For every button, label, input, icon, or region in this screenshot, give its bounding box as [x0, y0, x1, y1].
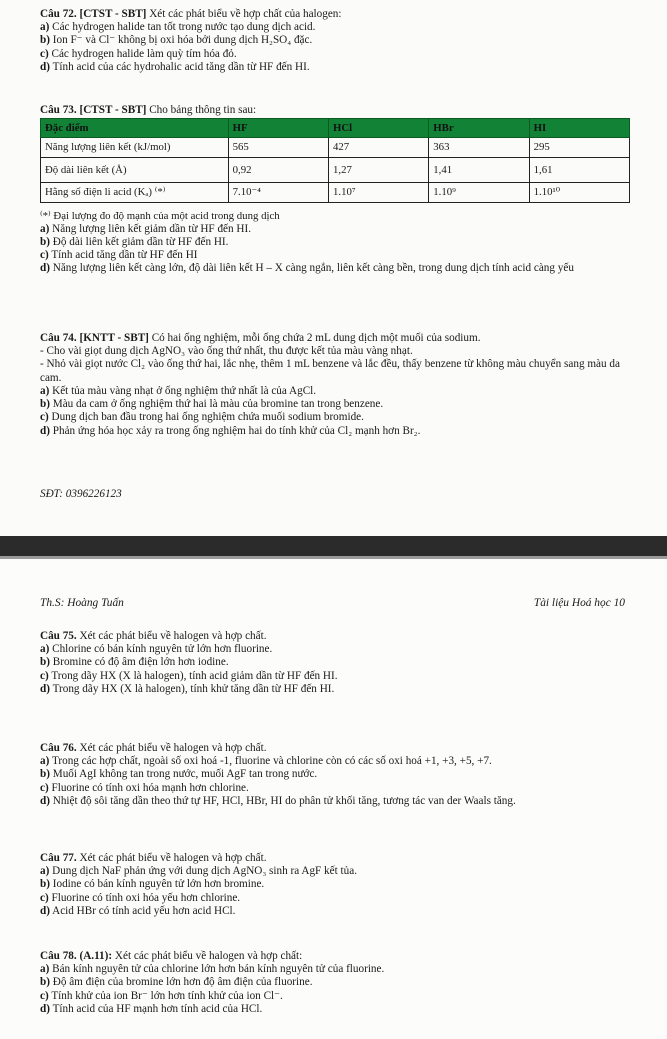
table-header: Đặc điểm — [41, 119, 229, 138]
table-cell: 1,41 — [429, 158, 529, 183]
option-c: Tính khử của ion Br⁻ lớn hơn tính khử của ion Cl⁻. — [51, 989, 283, 1002]
option-c: Các hydrogen halide làm quỳ tím hóa đỏ. — [51, 47, 237, 60]
table-cell: 1.10⁹ — [429, 183, 529, 203]
page-separator — [0, 536, 667, 556]
option-a: Bán kính nguyên tử của chlorine lớn hơn bán kính nguyên tử của fluorine. — [52, 963, 385, 976]
table-row — [41, 158, 630, 183]
table-header: HBr — [429, 119, 529, 138]
question-title: Câu 77. — [40, 852, 77, 864]
option-b: Ion F⁻ và Cl⁻ không bị oxi hóa bởi dung dịch H₂SO₄ đặc. — [52, 34, 313, 47]
info-table-wrap — [34, 118, 630, 203]
page-header — [40, 597, 625, 610]
table-cell: Năng lượng liên kết (kJ/mol) — [41, 138, 229, 158]
question-stem: Xét các phát biểu về halogen và hợp chất. — [76, 630, 267, 642]
table-cell: 1,61 — [529, 158, 629, 183]
question-title: Câu 78. (A.11): — [40, 950, 113, 962]
table-cell: 565 — [228, 138, 328, 158]
question-stem: Cho bảng thông tin sau: — [146, 104, 257, 116]
question-73 — [40, 104, 639, 117]
table-cell: 7.10⁻⁴ — [228, 183, 328, 203]
option-d: Acid HBr có tính acid yếu hơn acid HCl. — [52, 904, 236, 917]
option-d: Năng lượng liên kết càng lớn, độ dài liên kết H – X càng ngắn, liên kết càng bền, trong dung dịch tính acid càng yếu — [52, 262, 574, 275]
document-title: Tài liệu Hoá học 10 — [533, 597, 625, 609]
option-b: Độ âm điện của bromine lớn hơn độ âm điện của fluorine. — [52, 976, 313, 989]
table-cell: 1.10¹⁰ — [529, 183, 629, 203]
question-title: Câu 76. — [40, 742, 77, 754]
option-d: Phản ứng hóa học xảy ra trong ống nghiệm hai do tính khử của Cl₂ mạnh hơn Br₂. — [52, 424, 421, 437]
author: Th.S: Hoàng Tuấn — [40, 597, 124, 609]
question-73-options: ⁽*⁾ Đại lượng đo độ mạnh của một acid trong dung dịch a) Năng lượng liên kết giảm dần từ HF đến HI. b) Độ dài liên kết giảm dần từ HF đến HI. c) Tính acid tăng dần từ HF đến HI d) Năng lượng liên kết càng lớn, độ dài liên kết H – X càng ngắn, liên kết càng bền, trong dung dịch tính acid càng yếu — [40, 210, 639, 276]
question-74: Câu 74. [KNTT - SBT] Có hai ống nghiệm, mỗi ống chứa 2 mL dung dịch một muối của sodium. - Cho vài giọt dung dịch AgNO₃ vào ống thứ nhất, thu được kết tủa màu vàng nhạt. - Nhỏ vài giọt nước Cl₂ vào ống thứ hai, lắc nhẹ, thêm 1 mL benzene và lắc đều, thấy benzene từ không màu chuyển sang màu da cam. a) Kết tủa màu vàng nhạt ở ống nghiệm thứ nhất là của AgCl. b) Màu da cam ở ống nghiệm thứ hai là màu của bromine tan trong benzene. c) Dung dịch ban đầu trong hai ống nghiệm chứa muối sodium bromide. d) Phản ứng hóa học xảy ra trong ống nghiệm hai do tính khử của Cl₂ mạnh hơn Br₂. — [40, 332, 639, 438]
question-title: Câu 75. — [40, 630, 77, 642]
table-header-row — [41, 119, 630, 138]
table-cell: Hằng số điện li acid (Kₐ) ⁽*⁾ — [41, 183, 229, 203]
question-76: Câu 76. Xét các phát biểu về halogen và hợp chất. a) Trong các hợp chất, ngoài số oxi hoá -1, fluorine và chlorine còn có các số oxi hoá +1, +3, +5, +7. b) Muối AgI không tan trong nước, muối AgF tan trong nước. c) Fluorine có tính oxi hóa mạnh hơn chlorine. d) Nhiệt độ sôi tăng dần theo thứ tự HF, HCl, HBr, HI do phân tử khối tăng, tương tác van der Waals tăng. — [40, 742, 516, 807]
phone-number: SĐT: 0396226123 — [40, 488, 122, 500]
option-a: Dung dịch NaF phản ứng với dung dịch AgNO₃ sinh ra AgF kết tủa. — [52, 865, 357, 878]
question-75: Câu 75. Xét các phát biểu về halogen và hợp chất. a) Chlorine có bán kính nguyên tử lớn hơn fluorine. b) Bromine có độ âm điện lớn hơn iodine. c) Trong dãy HX (X là halogen), tính acid giảm dần từ HF đến HI. d) Trong dãy HX (X là halogen), tính khử tăng dần từ HF đến HI. — [40, 630, 338, 695]
experiment-line-1: - Cho vài giọt dung dịch AgNO₃ vào ống thứ nhất, thu được kết tủa màu vàng nhạt. — [40, 345, 413, 358]
table-cell: 295 — [529, 138, 629, 158]
option-c: Fluorine có tính oxi hóa mạnh hơn chlorine. — [51, 781, 249, 794]
option-a: Trong các hợp chất, ngoài số oxi hoá -1, fluorine và chlorine còn có các số oxi hoá +1, +3, +5, +7. — [51, 755, 492, 768]
question-stem: Xét các phát biểu về halogen và hợp chất. — [76, 742, 267, 754]
option-b: Muối AgI không tan trong nước, muối AgF tan trong nước. — [52, 768, 318, 781]
option-a: Kết tủa màu vàng nhạt ở ống nghiệm thứ nhất là của AgCl. — [52, 384, 317, 397]
option-a: Năng lượng liên kết giảm dần từ HF đến HI. — [52, 222, 251, 235]
option-c: Tính acid tăng dần từ HF đến HI — [51, 249, 198, 262]
question-title: Câu 72. [CTST - SBT] — [40, 8, 147, 20]
table-row — [41, 138, 630, 158]
table-cell: 1,27 — [328, 158, 428, 183]
option-b: Màu da cam ở ống nghiệm thứ hai là màu của bromine tan trong benzene. — [52, 398, 384, 411]
table-cell: 427 — [328, 138, 428, 158]
option-b: Độ dài liên kết giảm dần từ HF đến HI. — [52, 235, 229, 248]
question-72: Câu 72. [CTST - SBT] Xét các phát biểu về hợp chất của halogen: a) Các hydrogen halide tan tốt trong nước tạo dung dịch acid. b) Ion F⁻ và Cl⁻ không bị oxi hóa bởi dung dịch H₂SO₄ đặc. c) Các hydrogen halide làm quỳ tím hóa đỏ. d) Tính acid của các hydrohalic acid tăng dần từ HF đến HI. — [40, 8, 342, 73]
table-note: ⁽*⁾ Đại lượng đo độ mạnh của một acid trong dung dịch — [40, 210, 280, 222]
table-cell: 363 — [429, 138, 529, 158]
option-a: Các hydrogen halide tan tốt trong nước tạo dung dịch acid. — [52, 21, 316, 34]
question-title: Câu 74. [KNTT - SBT] — [40, 332, 149, 344]
option-d: Tính acid của các hydrohalic acid tăng dần từ HF đến HI. — [52, 60, 310, 73]
question-stem: Xét các phát biểu về hợp chất của halogen: — [146, 8, 342, 20]
experiment-line-2: - Nhỏ vài giọt nước Cl₂ vào ống thứ hai, lắc nhẹ, thêm 1 mL benzene và lắc đều, thấy benzene từ không màu chuyển sang màu da cam. — [40, 358, 620, 384]
question-77: Câu 77. Xét các phát biểu về halogen và hợp chất. a) Dung dịch NaF phản ứng với dung dịch AgNO₃ sinh ra AgF kết tủa. b) Iodine có bán kính nguyên tử lớn hơn bromine. c) Fluorine có tính oxi hóa yếu hơn chlorine. d) Acid HBr có tính acid yếu hơn acid HCl. — [40, 852, 357, 917]
question-stem: Xét các phát biểu về halogen và hợp chất. — [76, 852, 267, 864]
question-78: Câu 78. (A.11): Xét các phát biểu về halogen và hợp chất: a) Bán kính nguyên tử của chlorine lớn hơn bán kính nguyên tử của fluorine. b) Độ âm điện của bromine lớn hơn độ âm điện của fluorine. c) Tính khử của ion Br⁻ lớn hơn tính khử của ion Cl⁻. d) Tính acid của HF mạnh hơn tính acid của HCl. — [40, 950, 385, 1015]
option-c: Fluorine có tính oxi hóa yếu hơn chlorine. — [51, 891, 241, 904]
option-d: Tính acid của HF mạnh hơn tính acid của HCl. — [52, 1002, 263, 1015]
option-c: Trong dãy HX (X là halogen), tính acid giảm dần từ HF đến HI. — [51, 669, 338, 682]
option-a: Chlorine có bán kính nguyên tử lớn hơn fluorine. — [52, 643, 273, 656]
table-row — [41, 183, 630, 203]
option-d: Trong dãy HX (X là halogen), tính khử tăng dần từ HF đến HI. — [52, 682, 335, 695]
table-header: HF — [228, 119, 328, 138]
option-d: Nhiệt độ sôi tăng dần theo thứ tự HF, HCl, HBr, HI do phân tử khối tăng, tương tác van der Waals tăng. — [52, 794, 516, 807]
table-header: HCl — [328, 119, 428, 138]
table-header: HI — [529, 119, 629, 138]
table-cell: 0,92 — [228, 158, 328, 183]
option-b: Bromine có độ âm điện lớn hơn iodine. — [52, 656, 229, 669]
table-cell: 1.10⁷ — [328, 183, 428, 203]
table-cell: Độ dài liên kết (Å) — [41, 158, 229, 183]
question-stem: Xét các phát biểu về halogen và hợp chất: — [112, 950, 303, 962]
question-title: Câu 73. [CTST - SBT] — [40, 104, 147, 116]
question-stem: Có hai ống nghiệm, mỗi ống chứa 2 mL dung dịch một muối của sodium. — [148, 332, 481, 344]
option-c: Dung dịch ban đầu trong hai ống nghiệm chứa muối sodium bromide. — [51, 411, 364, 424]
option-b: Iodine có bán kính nguyên tử lớn hơn bromine. — [52, 878, 265, 891]
info-table — [40, 118, 630, 203]
